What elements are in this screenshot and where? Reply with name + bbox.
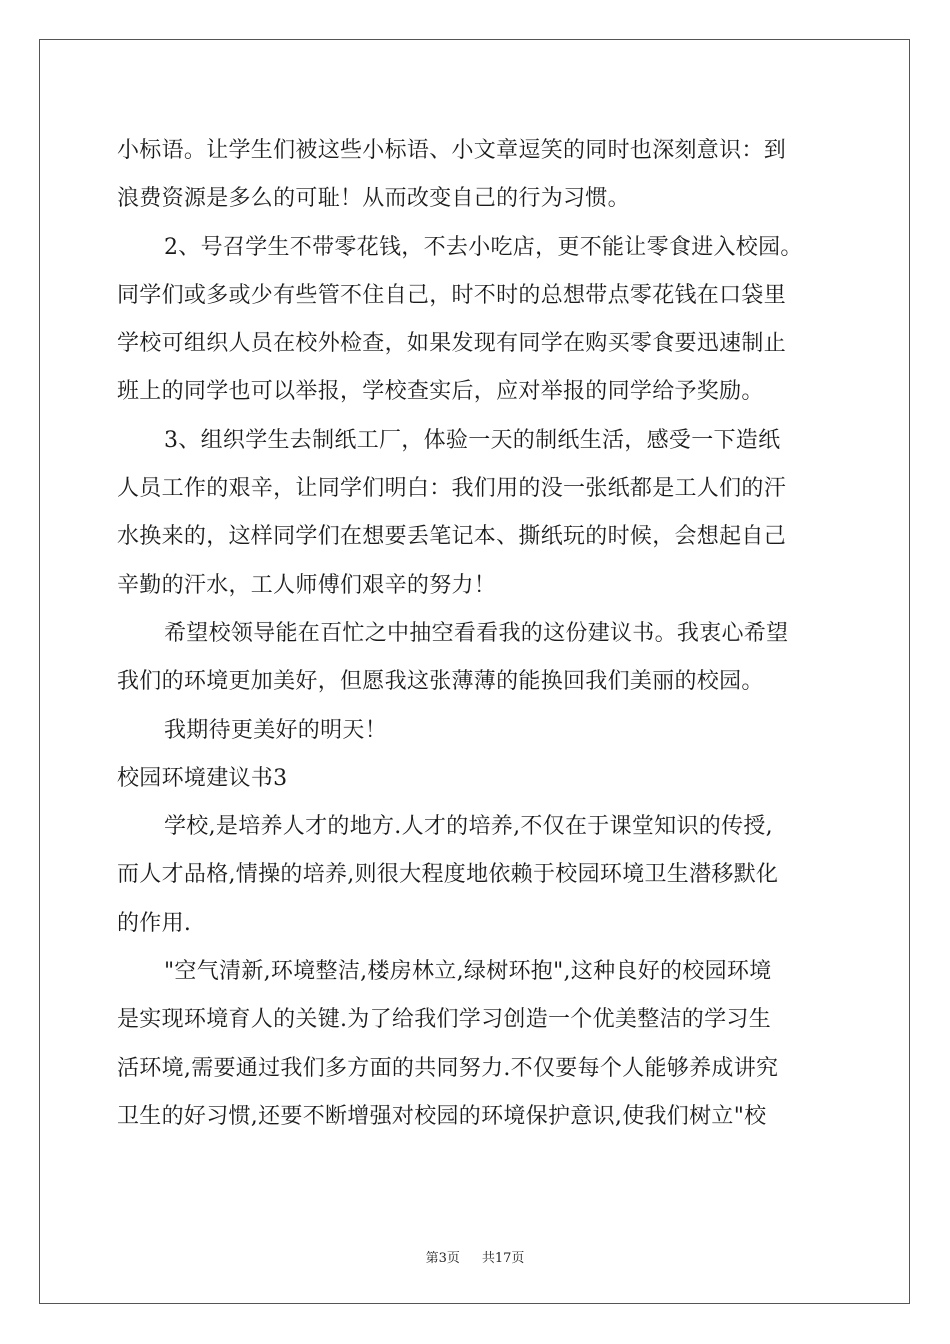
text-line: 浪费资源是多么的可耻！从而改变自己的行为习惯。 <box>117 186 630 212</box>
text-line: 学校,是培养人才的地方.人才的培养,不仅在于课堂知识的传授, <box>164 814 773 840</box>
text-line: 班上的同学也可以举报，学校查实后，应对举报的同学给予奖励。 <box>117 379 764 405</box>
text-line: 希望校领导能在百忙之中抽空看看我的这份建议书。我衷心希望 <box>164 620 789 646</box>
page-total: 共17页 <box>481 1251 525 1266</box>
text-line: 学校可组织人员在校外检查，如果发现有同学在购买零食要迅速制止 <box>117 331 787 357</box>
text-line: 我们的环境更加美好，但愿我这张薄薄的能换回我们美丽的校园。 <box>117 669 764 695</box>
text-line: 小标语。让学生们被这些小标语、小文章逗笑的同时也深刻意识：到 <box>117 138 787 163</box>
text-line: 水换来的，这样同学们在想要丢笔记本、撕纸玩的时候，会想起自己 <box>117 524 787 550</box>
section-title: 校园环境建议书3 <box>117 765 288 791</box>
text-line: 同学们或多或少有些管不住自己，时不时的总想带点零花钱在口袋里 <box>117 282 787 308</box>
text-line: 而人才品格,情操的培养,则很大程度地依赖于校园环境卫生潜移默化 <box>117 862 779 888</box>
text-line: 2、号召学生不带零花钱，不去小吃店，更不能让零食进入校园。 <box>164 234 803 260</box>
text-line: "空气清新,环境整洁,楼房林立,绿树环抱",这种良好的校园环境 <box>164 959 772 985</box>
text-line: 3、组织学生去制纸工厂，体验一天的制纸生活，感受一下造纸 <box>164 427 781 453</box>
page-number: 第3页 <box>425 1251 460 1266</box>
text-line: 是实现环境育人的关键.为了给我们学习创造一个优美整洁的学习生 <box>117 1007 771 1033</box>
text-line: 卫生的好习惯,还要不断增强对校园的环境保护意识,使我们树立"校 <box>117 1103 767 1129</box>
text-line: 我期待更美好的明天！ <box>164 717 388 743</box>
text-line: 人员工作的艰辛，让同学们明白：我们用的没一张纸都是工人们的汗 <box>117 476 787 502</box>
page-footer <box>0 1247 950 1266</box>
text-line: 活环境,需要通过我们多方面的共同努力.不仅要每个人能够养成讲究 <box>117 1055 779 1081</box>
document-body <box>117 127 837 1141</box>
text-line: 的作用. <box>117 910 192 936</box>
text-line: 辛勤的汗水，工人师傅们艰辛的努力！ <box>117 572 497 598</box>
